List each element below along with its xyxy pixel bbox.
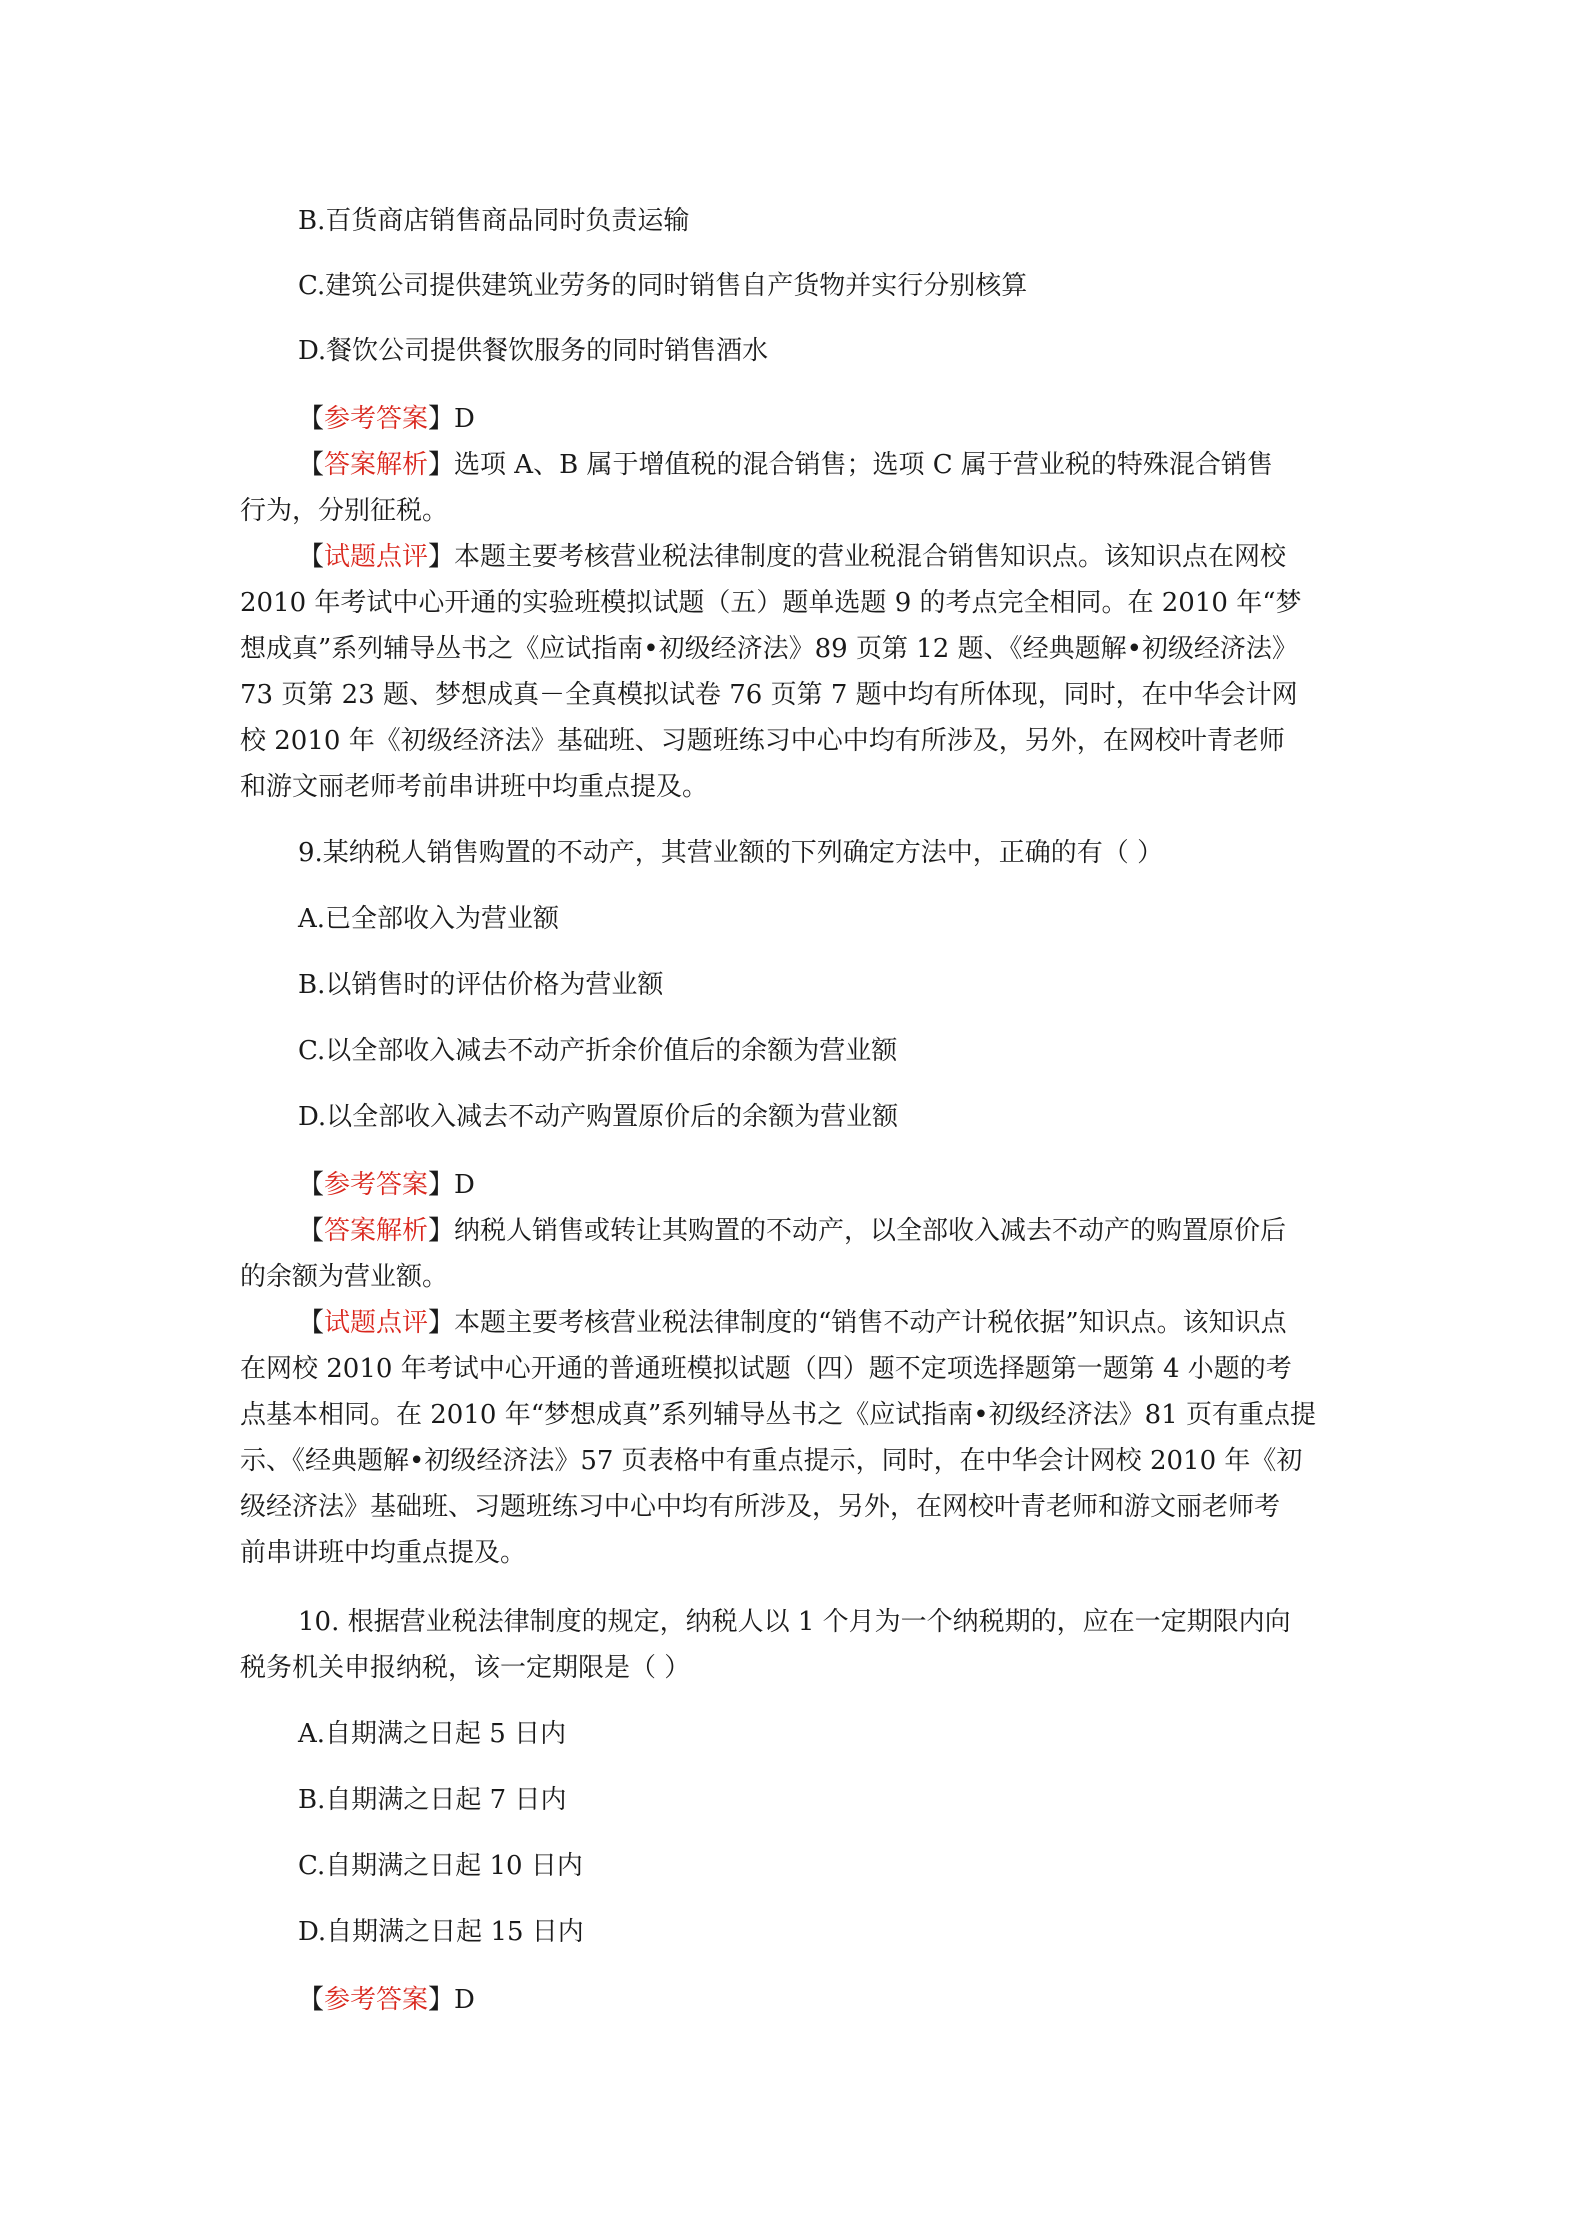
q8-answer: 【参考答案】D [298, 404, 475, 434]
q9-analysis-line-2: 的余额为营业额。 [240, 1262, 449, 1292]
q8-analysis-line-1: 【答案解析】选项 A、B 属于增值税的混合销售；选项 C 属于营业税的特殊混合销售 [298, 450, 1273, 480]
q10-question-line-2: 税务机关申报纳税，该一定期限是（ ） [240, 1653, 691, 1683]
q8-comment-line-6: 和游文丽老师考前串讲班中均重点提及。 [240, 772, 709, 802]
q8-analysis-line-2: 行为，分别征税。 [240, 496, 449, 526]
answer-label: 参考答案 [324, 1985, 429, 2015]
q10-question-line-1: 10. 根据营业税法律制度的规定，纳税人以 1 个月为一个纳税期的，应在一定期限内向 [298, 1607, 1291, 1637]
q9-comment-line-2: 在网校 2010 年考试中心开通的普通班模拟试题（四）题不定项选择题第一题第 4 小题的考 [240, 1354, 1292, 1384]
analysis-label: 答案解析 [324, 1216, 429, 1246]
q9-option-a: A.已全部收入为营业额 [298, 904, 560, 934]
q9-comment-line-4: 示、《经典题解•初级经济法》57 页表格中有重点提示，同时，在中华会计网校 2010 年《初 [240, 1446, 1303, 1476]
answer-label: 参考答案 [324, 1170, 429, 1200]
q9-comment-line-1: 【试题点评】本题主要考核营业税法律制度的“销售不动产计税依据”知识点。该知识点 [298, 1308, 1287, 1338]
analysis-text: 选项 A、B 属于增值税的混合销售；选项 C 属于营业税的特殊混合销售 [454, 450, 1273, 480]
q8-comment-line-2: 2010 年考试中心开通的实验班模拟试题（五）题单选题 9 的考点完全相同。在 2010 年“梦 [240, 588, 1302, 618]
q10-option-a: A.自期满之日起 5 日内 [298, 1719, 567, 1749]
answer-value: D [454, 404, 475, 434]
comment-label: 试题点评 [324, 542, 429, 572]
q9-option-d: D.以全部收入减去不动产购置原价后的余额为营业额 [298, 1102, 899, 1132]
q9-comment-line-3: 点基本相同。在 2010 年“梦想成真”系列辅导丛书之《应试指南•初级经济法》81 页有重点提 [240, 1400, 1316, 1430]
comment-text: 本题主要考核营业税法律制度的营业税混合销售知识点。该知识点在网校 [454, 542, 1287, 572]
comment-text: 本题主要考核营业税法律制度的“销售不动产计税依据”知识点。该知识点 [454, 1308, 1287, 1338]
analysis-text: 纳税人销售或转让其购置的不动产，以全部收入减去不动产的购置原价后 [454, 1216, 1287, 1246]
q9-answer: 【参考答案】D [298, 1170, 475, 1200]
q9-question: 9.某纳税人销售购置的不动产，其营业额的下列确定方法中，正确的有（ ） [298, 838, 1164, 868]
answer-label: 参考答案 [324, 404, 429, 434]
q9-comment-line-6: 前串讲班中均重点提及。 [240, 1538, 527, 1568]
q8-option-d: D.餐饮公司提供餐饮服务的同时销售酒水 [298, 336, 769, 366]
q8-comment-line-1: 【试题点评】本题主要考核营业税法律制度的营业税混合销售知识点。该知识点在网校 [298, 542, 1287, 572]
q10-option-d: D.自期满之日起 15 日内 [298, 1917, 584, 1947]
q10-option-c: C.自期满之日起 10 日内 [298, 1851, 583, 1881]
q8-comment-line-3: 想成真”系列辅导丛书之《应试指南•初级经济法》89 页第 12 题、《经典题解•初级经济法》 [240, 634, 1298, 664]
q10-option-b: B.自期满之日起 7 日内 [298, 1785, 567, 1815]
q8-comment-line-4: 73 页第 23 题、梦想成真－全真模拟试卷 76 页第 7 题中均有所体现，同时，在中华会计网 [240, 680, 1298, 710]
q9-analysis-line-1: 【答案解析】纳税人销售或转让其购置的不动产，以全部收入减去不动产的购置原价后 [298, 1216, 1287, 1246]
answer-value: D [454, 1170, 475, 1200]
comment-label: 试题点评 [324, 1308, 429, 1338]
q9-option-b: B.以销售时的评估价格为营业额 [298, 970, 664, 1000]
answer-value: D [454, 1985, 475, 2015]
q8-comment-line-5: 校 2010 年《初级经济法》基础班、习题班练习中心中均有所涉及，另外，在网校叶青老师 [240, 726, 1285, 756]
q8-option-b: B.百货商店销售商品同时负责运输 [298, 206, 690, 236]
q10-answer: 【参考答案】D [298, 1985, 475, 2015]
q8-option-c: C.建筑公司提供建筑业劳务的同时销售自产货物并实行分别核算 [298, 271, 1028, 301]
q9-comment-line-5: 级经济法》基础班、习题班练习中心中均有所涉及，另外，在网校叶青老师和游文丽老师考 [240, 1492, 1281, 1522]
analysis-label: 答案解析 [324, 450, 429, 480]
q9-option-c: C.以全部收入减去不动产折余价值后的余额为营业额 [298, 1036, 898, 1066]
